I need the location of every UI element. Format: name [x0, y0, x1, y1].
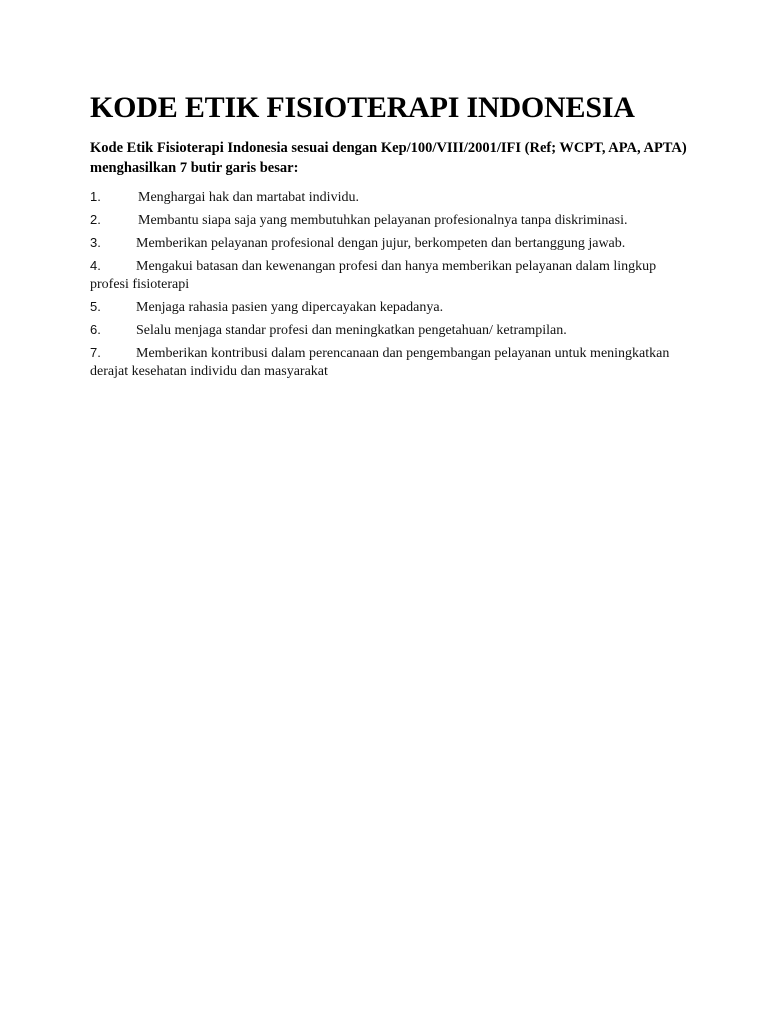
item-text: Menghargai hak dan martabat individu. — [138, 190, 359, 205]
intro-paragraph: Kode Etik Fisioterapi Indonesia sesuai dengan Kep/100/VIII/2001/IFI (Ref; WCPT, APA, APTA) menghasilkan 7 butir garis besar: — [90, 140, 687, 176]
item-number: 3. — [90, 235, 101, 250]
list-item — [90, 257, 690, 294]
item-number: 1. — [90, 189, 101, 204]
item-number: 2. — [90, 212, 101, 227]
item-number: 5. — [90, 299, 101, 314]
ethics-list — [90, 188, 690, 381]
list-item — [90, 234, 690, 253]
item-text: Selalu menjaga standar profesi dan meningkatkan pengetahuan/ ketrampilan. — [136, 323, 567, 338]
list-item — [90, 298, 690, 317]
list-item — [90, 321, 690, 340]
list-item — [90, 211, 690, 230]
item-text: Mengakui batasan dan kewenangan profesi dan hanya memberikan pelayanan dalam lingkup profesi fisioterapi — [90, 259, 657, 292]
item-text: Memberikan pelayanan profesional dengan jujur, berkompeten dan bertanggung jawab. — [136, 236, 626, 251]
item-text: Menjaga rahasia pasien yang dipercayakan kepadanya. — [136, 300, 444, 315]
item-number: 7. — [90, 345, 101, 360]
document-content — [90, 86, 690, 385]
item-text: Membantu siapa saja yang membutuhkan pelayanan profesionalnya tanpa diskriminasi. — [138, 213, 628, 228]
list-item — [90, 188, 690, 207]
page-title: KODE ETIK FISIOTERAPI INDONESIA — [90, 91, 635, 124]
list-item — [90, 344, 690, 381]
item-number: 6. — [90, 322, 101, 337]
item-text: Memberikan kontribusi dalam perencanaan dan pengembangan pelayanan untuk meningkatkan derajat kesehatan individu dan masyarakat — [90, 346, 670, 379]
item-number: 4. — [90, 258, 101, 273]
